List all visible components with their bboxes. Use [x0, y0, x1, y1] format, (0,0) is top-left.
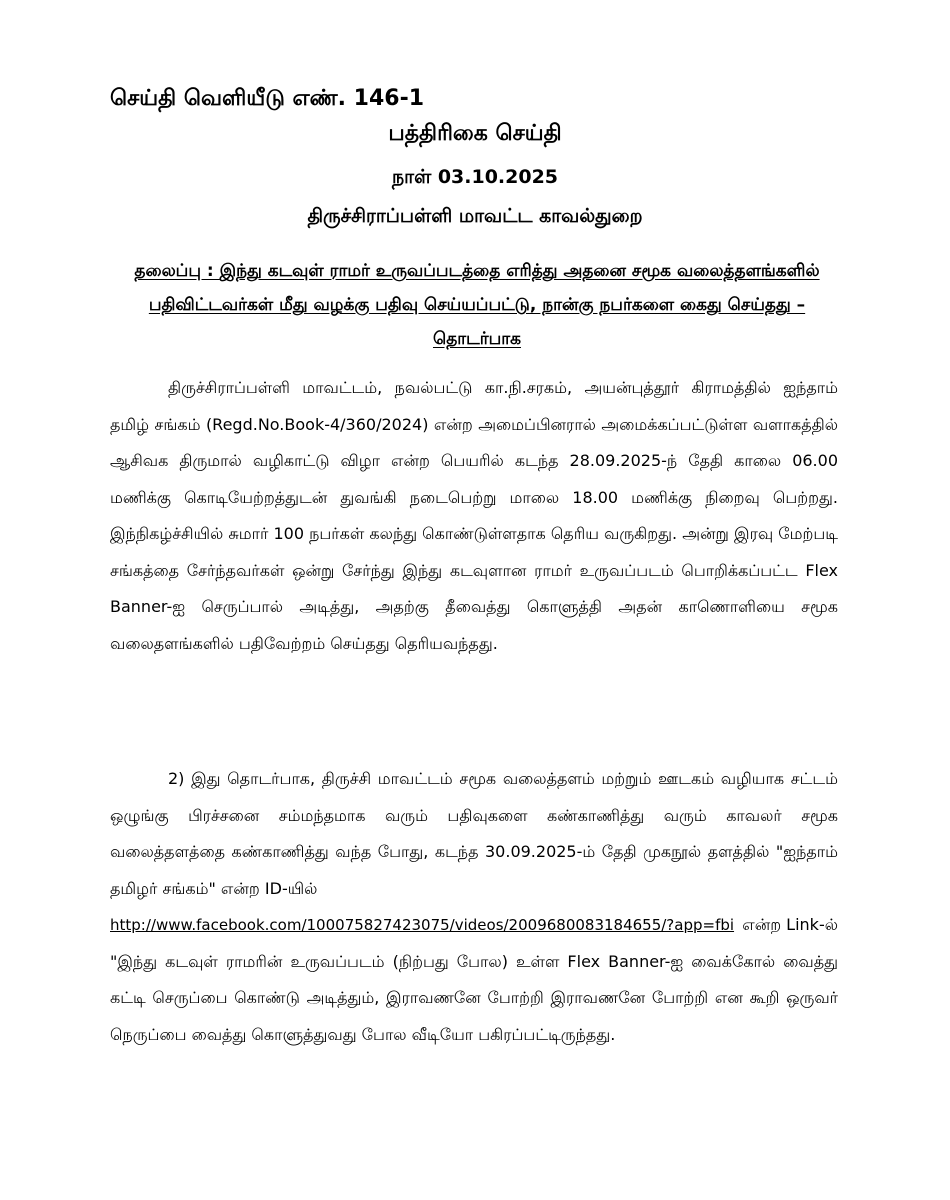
paragraph-2-intro: 2) இது தொடர்பாக, திருச்சி மாவட்டம் சமூக வலைத்தளம் மற்றும் ஊடகம் வழியாக சட்டம் ஒழுங்கு பிரச்சனை சம்மந்தமாக வரும் பதிவுகளை கண்காணித்து வரும் காவலர் சமூக வலைத்தளத்தை கண்காணித்து வந்த போது, கடந்த 30.09.2025-ம் தேதி முகநூல் தளத்தில் "ஐந்தாம் தமிழர் சங்கம்" என்ற ID-யில் [110, 769, 838, 898]
link-suffix: என்ற Link-ல் [742, 915, 838, 934]
subject-text: இந்து கடவுள் ராமர் உருவப்படத்தை எரித்து அதனை சமூக வலைத்தளங்களில் பதிவிட்டவர்கள் மீது வழக்கு பதிவு செய்யப்பட்டு, நான்கு நபர்களை கைது செய்தது – தொடர்பாக [148, 261, 820, 349]
release-date: நாள் 03.10.2025 [391, 166, 559, 188]
video-link-line [110, 907, 838, 944]
paragraph-1: திருச்சிராப்பள்ளி மாவட்டம், நவல்பட்டு கா.நி.சரகம், அயன்புத்தூர் கிராமத்தில் ஐந்தாம் தமிழ் சங்கம் (Regd.No.Book-4/360/2024) என்ற அமைப்பினரால் அமைக்கப்பட்டுள்ள வளாகத்தில் ஆசிவக திருமால் வழிகாட்டு விழா என்ற பெயரில் கடந்த 28.09.2025-ந் தேதி காலை 06.00 மணிக்கு கொடியேற்றத்துடன் துவங்கி நடைபெற்று மாலை 18.00 மணிக்கு நிறைவு பெற்றது. இந்நிகழ்ச்சியில் சுமார் 100 நபர்கள் கலந்து கொண்டுள்ளதாக தெரிய வருகிறது. அன்று இரவு மேற்படி சங்கத்தை சேர்ந்தவர்கள் ஒன்று சேர்ந்து இந்து கடவுளான ராமர் உருவப்படம் பொறிக்கப்பட்ட Flex Banner-ஐ செருப்பால் அடித்து, அதற்கு தீவைத்து கொளுத்தி அதன் காணொளியை சமூக வலைதளங்களில் பதிவேற்றம் செய்தது தெரியவந்தது. [110, 378, 838, 653]
subject-label: தலைப்பு : [134, 261, 220, 281]
department-name: திருச்சிராப்பள்ளி மாவட்ட காவல்துறை [307, 205, 643, 227]
facebook-video-link[interactable]: http://www.facebook.com/100075827423075/videos/2009680083184655/?app=fbi [110, 916, 735, 934]
release-number: செய்தி வெளியீடு எண். 146-1 [110, 86, 425, 111]
subject-heading [118, 254, 836, 356]
paragraph-2-rest: "இந்து கடவுள் ராமரின் உருவப்படம் (நிற்பது போல) உள்ள Flex Banner-ஐ வைக்கோல் வைத்து கட்டி செருப்பை கொண்டு அடித்தும், இராவணனே போற்றி இராவணனே போற்றி என கூறி ஒருவர் நெருப்பை வைத்து கொளுத்துவது போல வீடியோ பகிரப்பட்டிருந்தது. [110, 951, 838, 1044]
press-note-title: பத்திரிகை செய்தி [388, 121, 562, 146]
paragraph-2 [110, 761, 838, 1053]
